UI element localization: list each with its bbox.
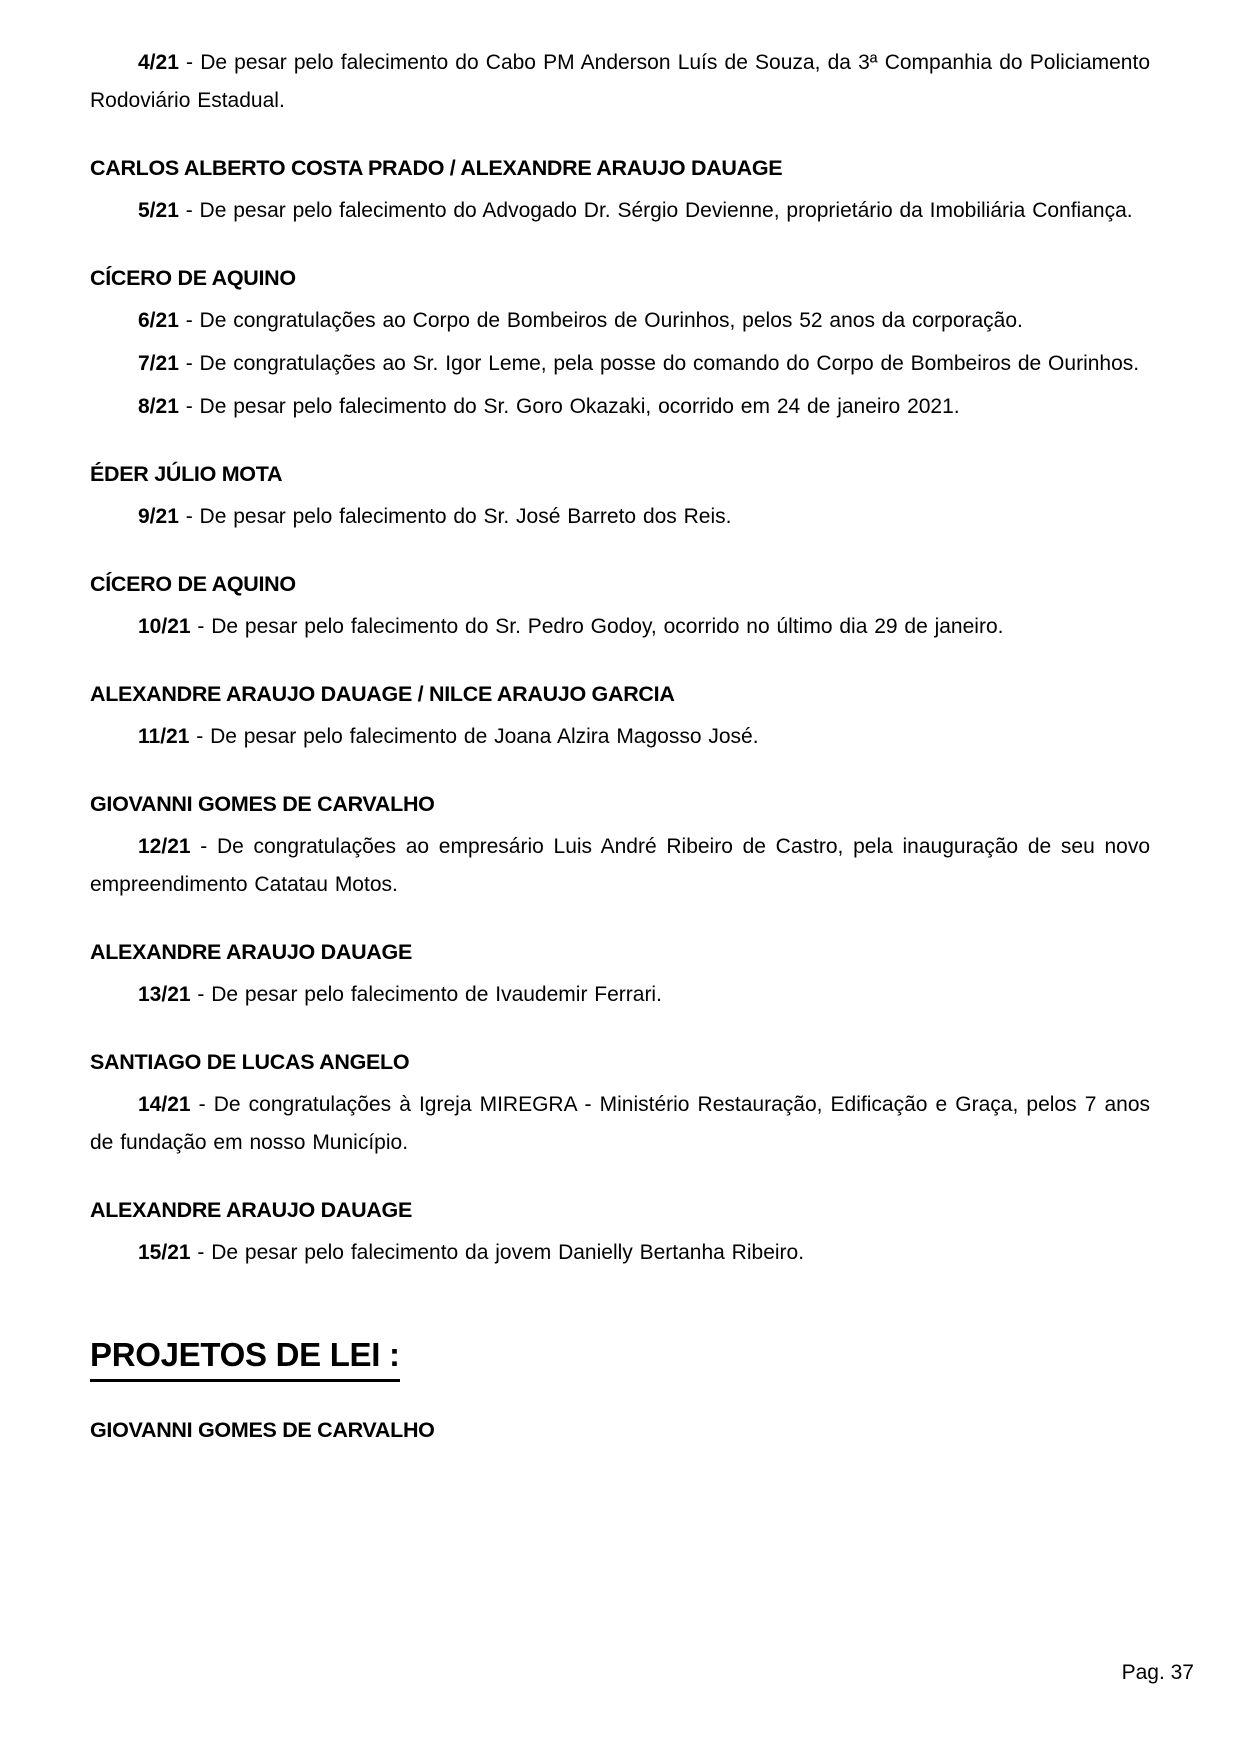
motion-text: De congratulações ao Corpo de Bombeiros de Ourinhos, pelos 52 anos da corporação. <box>199 309 1023 332</box>
motion-text: De congratulações ao Sr. Igor Leme, pela posse do comando do Corpo de Bombeiros de Ourinhos. <box>199 352 1140 375</box>
motion-item <box>90 388 1150 426</box>
author-heading: ALEXANDRE ARAUJO DAUAGE <box>90 940 412 964</box>
motion-separator: - <box>178 199 200 222</box>
author-heading: SANTIAGO DE LUCAS ANGELO <box>90 1050 410 1074</box>
motion-separator: - <box>190 835 217 858</box>
motion-number: 12/21 <box>138 835 191 858</box>
motion-item <box>90 1234 1150 1272</box>
motion-text: De pesar pelo falecimento do Advogado Dr. Sérgio Devienne, proprietário da Imobiliária Confiança. <box>199 199 1133 222</box>
motion-number: 9/21 <box>138 505 179 528</box>
motion-separator: - <box>190 1241 212 1264</box>
motion-separator: - <box>178 352 200 375</box>
motion-item <box>90 1086 1150 1162</box>
motion-number: 14/21 <box>138 1093 191 1116</box>
motion-number: 10/21 <box>138 615 191 638</box>
motion-text: De congratulações ao empresário Luis André Ribeiro de Castro, pela inauguração de seu novo empreendimento Catatau Motos. <box>90 835 1150 896</box>
motion-text: De pesar pelo falecimento da jovem Danielly Bertanha Ribeiro. <box>211 1241 805 1264</box>
motion-number: 6/21 <box>138 309 179 332</box>
author-heading: ALEXANDRE ARAUJO DAUAGE <box>90 1198 412 1222</box>
motion-number: 8/21 <box>138 395 179 418</box>
motion-number: 4/21 <box>138 51 179 74</box>
motion-separator: - <box>190 983 212 1006</box>
motion-separator: - <box>178 505 200 528</box>
motion-text: De pesar pelo falecimento do Sr. Pedro Godoy, ocorrido no último dia 29 de janeiro. <box>211 615 1004 638</box>
motion-item <box>90 44 1150 120</box>
motion-separator: - <box>190 615 212 638</box>
motion-text: De pesar pelo falecimento do Sr. José Barreto dos Reis. <box>199 505 732 528</box>
section-title-text: PROJETOS DE LEI : <box>90 1334 400 1382</box>
motion-item <box>90 192 1150 230</box>
motion-separator: - <box>190 1093 214 1116</box>
page-number: Pag. 37 <box>1121 1661 1194 1684</box>
author-heading: CARLOS ALBERTO COSTA PRADO / ALEXANDRE ARAUJO DAUAGE <box>90 156 783 180</box>
motion-item <box>90 345 1150 383</box>
motion-item <box>90 828 1150 904</box>
motion-text: De pesar pelo falecimento do Sr. Goro Okazaki, ocorrido em 24 de janeiro 2021. <box>199 395 960 418</box>
motion-item <box>90 608 1150 646</box>
motion-text: De pesar pelo falecimento de Joana Alzira Magosso José. <box>210 725 759 748</box>
motion-number: 5/21 <box>138 199 179 222</box>
motion-separator: - <box>178 395 200 418</box>
motion-item <box>90 976 1150 1014</box>
motion-text: De pesar pelo falecimento de Ivaudemir Ferrari. <box>211 983 662 1006</box>
motion-number: 13/21 <box>138 983 191 1006</box>
motion-item <box>90 718 1150 756</box>
motion-separator: - <box>178 51 201 74</box>
motion-item <box>90 302 1150 340</box>
author-heading: GIOVANNI GOMES DE CARVALHO <box>90 1418 435 1442</box>
motion-text: De pesar pelo falecimento do Cabo PM Anderson Luís de Souza, da 3ª Companhia do Policiamento Rodoviário Estadual. <box>90 51 1150 112</box>
author-heading: GIOVANNI GOMES DE CARVALHO <box>90 792 435 816</box>
motion-text: De congratulações à Igreja MIREGRA - Ministério Restauração, Edificação e Graça, pelos 7 anos de fundação em nosso Município. <box>90 1093 1151 1154</box>
author-heading: ÉDER JÚLIO MOTA <box>90 462 283 486</box>
motion-separator: - <box>189 725 211 748</box>
motion-separator: - <box>178 309 200 332</box>
section-title <box>90 1334 1150 1382</box>
motion-item <box>90 498 1150 536</box>
motion-number: 11/21 <box>138 725 190 748</box>
author-heading: CÍCERO DE AQUINO <box>90 572 296 596</box>
motion-number: 15/21 <box>138 1241 191 1264</box>
motion-number: 7/21 <box>138 352 179 375</box>
author-heading: CÍCERO DE AQUINO <box>90 266 296 290</box>
author-heading: ALEXANDRE ARAUJO DAUAGE / NILCE ARAUJO GARCIA <box>90 682 675 706</box>
